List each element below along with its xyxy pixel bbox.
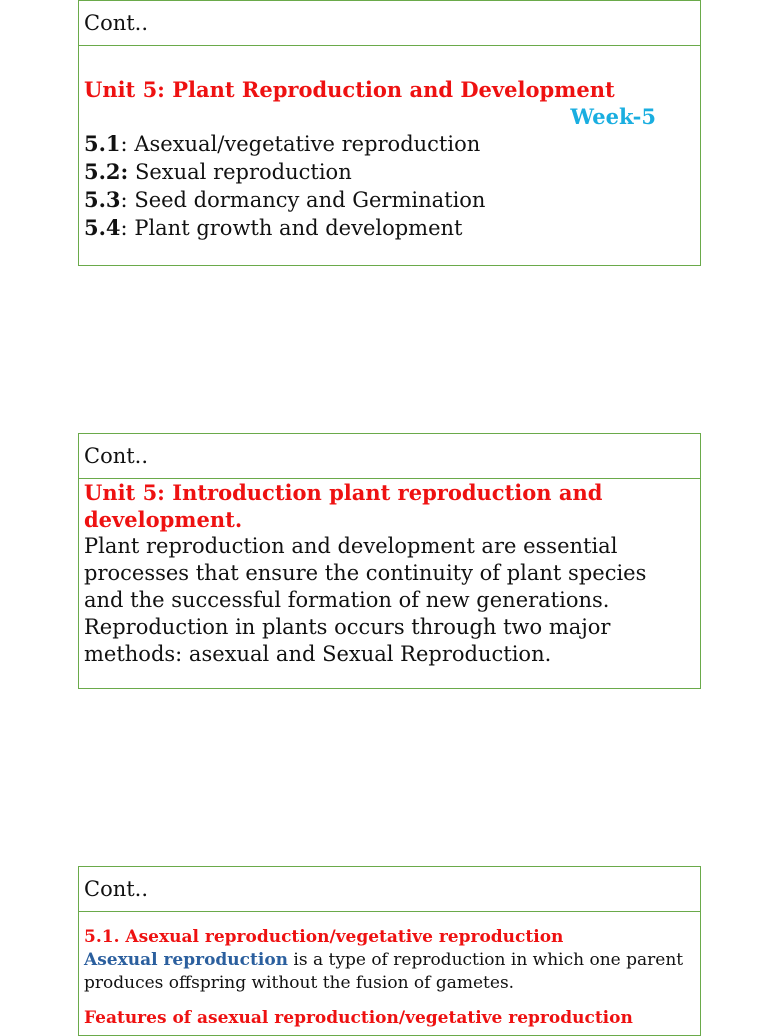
topic-separator: : — [120, 132, 135, 156]
card-header: Cont.. — [79, 434, 700, 479]
slide-card-unit-overview — [78, 0, 701, 266]
definition-paragraph — [84, 949, 692, 995]
section-title: 5.1. Asexual reproduction/vegetative reproduction — [84, 927, 564, 947]
slide-card-asexual — [78, 866, 701, 1036]
topic-text: Asexual/vegetative reproduction — [134, 132, 481, 156]
topic-text: Plant growth and development — [134, 216, 463, 240]
card-body — [79, 479, 700, 668]
week-label: Week-5 — [570, 104, 656, 129]
topic-separator — [128, 160, 135, 184]
unit-title: Unit 5: Plant Reproduction and Development — [84, 77, 615, 102]
topic-text: Seed dormancy and Germination — [134, 188, 486, 212]
card-body — [79, 912, 700, 1030]
defined-term: Asexual reproduction — [84, 950, 289, 970]
topic-item — [84, 214, 692, 242]
topic-item — [84, 158, 692, 186]
topic-text: Sexual reproduction — [134, 160, 352, 184]
card-body — [79, 46, 700, 242]
topic-item — [84, 186, 692, 214]
features-heading: Features of asexual reproduction/vegetative reproduction — [84, 1008, 633, 1028]
topic-separator: : — [120, 216, 135, 240]
intro-paragraph: Plant reproduction and development are essential processes that ensure the continuity of plant species and the successful formation of new generations. Reproduction in plants occurs through two major methods: asexual and Sexual Reproduction. — [84, 534, 647, 666]
card-header: Cont.. — [79, 867, 700, 912]
topic-number: 5.1 — [84, 131, 121, 156]
topic-item — [84, 130, 692, 158]
topic-number: 5.3 — [84, 187, 121, 212]
topic-number: 5.4 — [84, 215, 121, 240]
topic-number: 5.2: — [84, 159, 129, 184]
unit-title: Unit 5: Introduction plant reproduction and development. — [84, 480, 603, 532]
topic-separator: : — [120, 188, 135, 212]
definition-text: is a type of reproduction in which one parent produces offspring without the fusion of gametes. — [84, 950, 684, 993]
slide-card-introduction — [78, 433, 701, 689]
card-header: Cont.. — [79, 1, 700, 46]
